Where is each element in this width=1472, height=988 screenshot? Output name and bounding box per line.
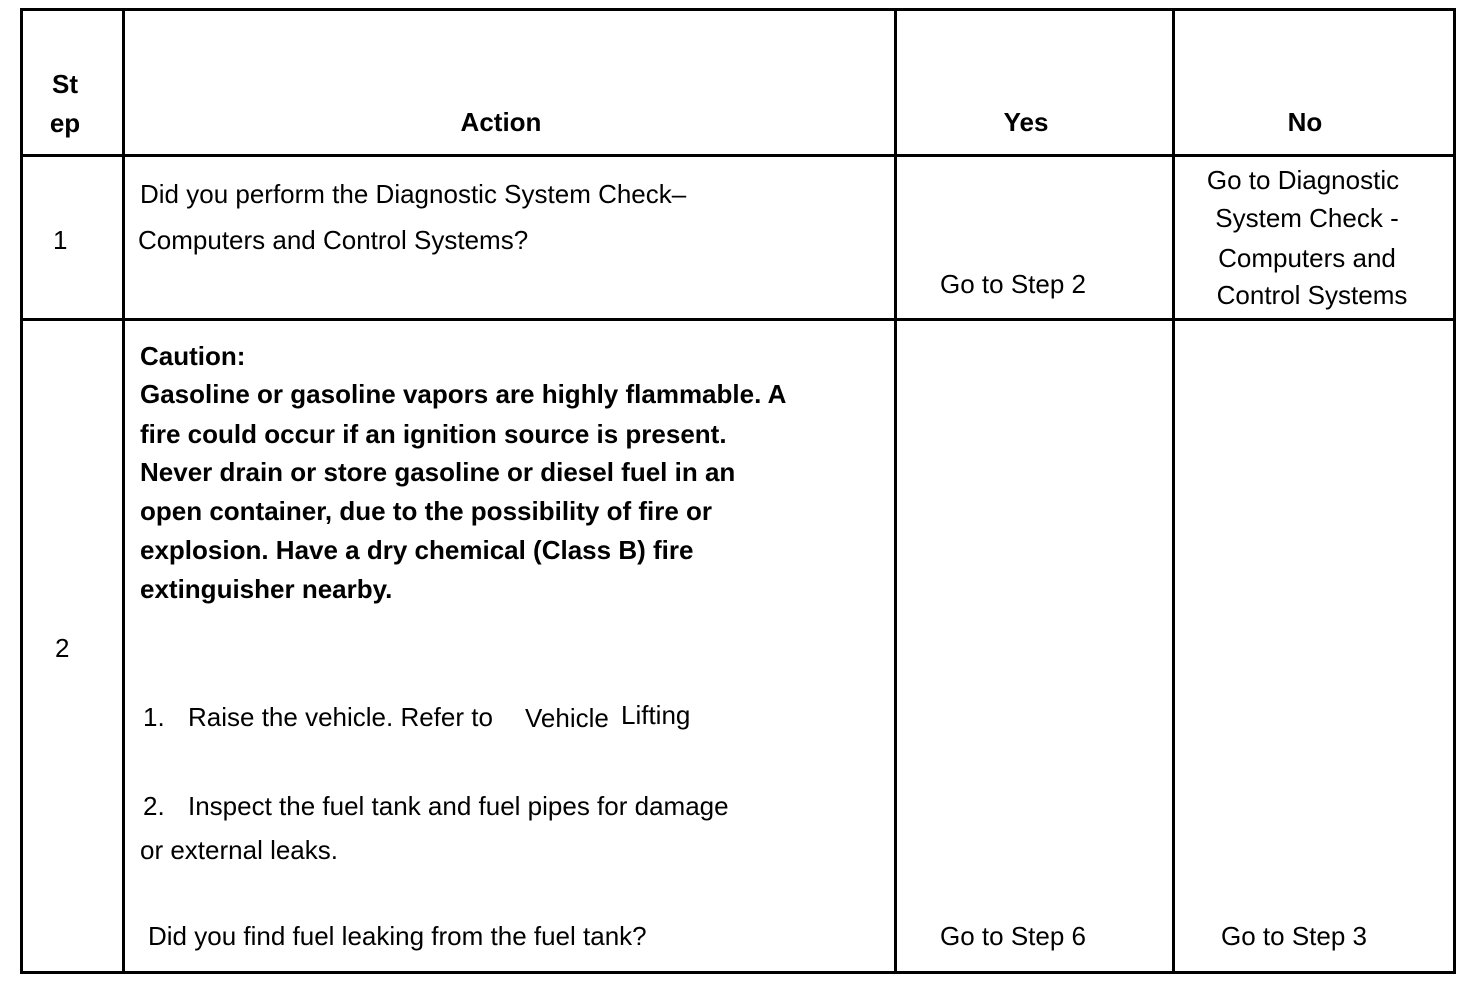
table-border-right	[1453, 8, 1456, 974]
row-divider-header	[20, 154, 1456, 157]
header-step-line2: ep	[49, 108, 81, 138]
header-step-line1: St	[52, 69, 78, 99]
caution-line-6: extinguisher nearby.	[140, 574, 393, 604]
caution-line-1: Gasoline or gasoline vapors are highly flammable. A	[140, 379, 787, 409]
header-yes: Yes	[1003, 107, 1049, 137]
instruction-2-number: 2.	[143, 791, 165, 821]
header-action: Action	[460, 107, 542, 137]
header-no: No	[1287, 107, 1323, 137]
step-1-no-line4[interactable]: Control Systems	[1216, 280, 1408, 310]
vehicle-lifting-link-part1[interactable]: Vehicle	[525, 703, 609, 733]
instruction-1-number: 1.	[143, 702, 165, 732]
caution-line-4: open container, due to the possibility of fire or	[140, 496, 713, 526]
step-1-yes-link[interactable]: Go to Step 2	[940, 269, 1086, 299]
step-1-no-line1[interactable]: Go to Diagnostic	[1206, 165, 1400, 195]
row-divider-step1	[20, 318, 1456, 321]
table-border-bottom	[20, 971, 1456, 974]
caution-title: Caution:	[140, 341, 246, 371]
column-divider-action-yes	[894, 8, 897, 974]
vehicle-lifting-link-part2[interactable]: Lifting	[621, 700, 691, 730]
step-1-no-line2[interactable]: System Check -	[1215, 203, 1399, 233]
instruction-2-text: Inspect the fuel tank and fuel pipes for damage	[188, 791, 729, 821]
table-border-left	[20, 8, 23, 974]
step-2-question: Did you find fuel leaking from the fuel tank?	[148, 921, 647, 951]
caution-line-5: explosion. Have a dry chemical (Class B) fire	[140, 535, 694, 565]
column-divider-yes-no	[1172, 8, 1175, 974]
step-1-action-line1: Did you perform the Diagnostic System Check–	[140, 179, 687, 209]
step-2-yes-link[interactable]: Go to Step 6	[940, 921, 1086, 951]
diagnostic-table	[20, 8, 1456, 974]
column-divider-step-action	[122, 8, 125, 974]
caution-line-3: Never drain or store gasoline or diesel fuel in an	[140, 457, 736, 487]
caution-line-2: fire could occur if an ignition source is present.	[140, 419, 727, 449]
step-1-no-line3[interactable]: Computers and	[1218, 243, 1396, 273]
step-2-no-link[interactable]: Go to Step 3	[1221, 921, 1367, 951]
instruction-1-text: Raise the vehicle. Refer to	[188, 702, 493, 732]
step-1-action-line2: Computers and Control Systems?	[138, 225, 529, 255]
instruction-2-continuation: or external leaks.	[140, 835, 338, 865]
step-1-number: 1	[53, 225, 68, 255]
step-2-number: 2	[55, 633, 70, 663]
table-border-top	[20, 8, 1456, 11]
